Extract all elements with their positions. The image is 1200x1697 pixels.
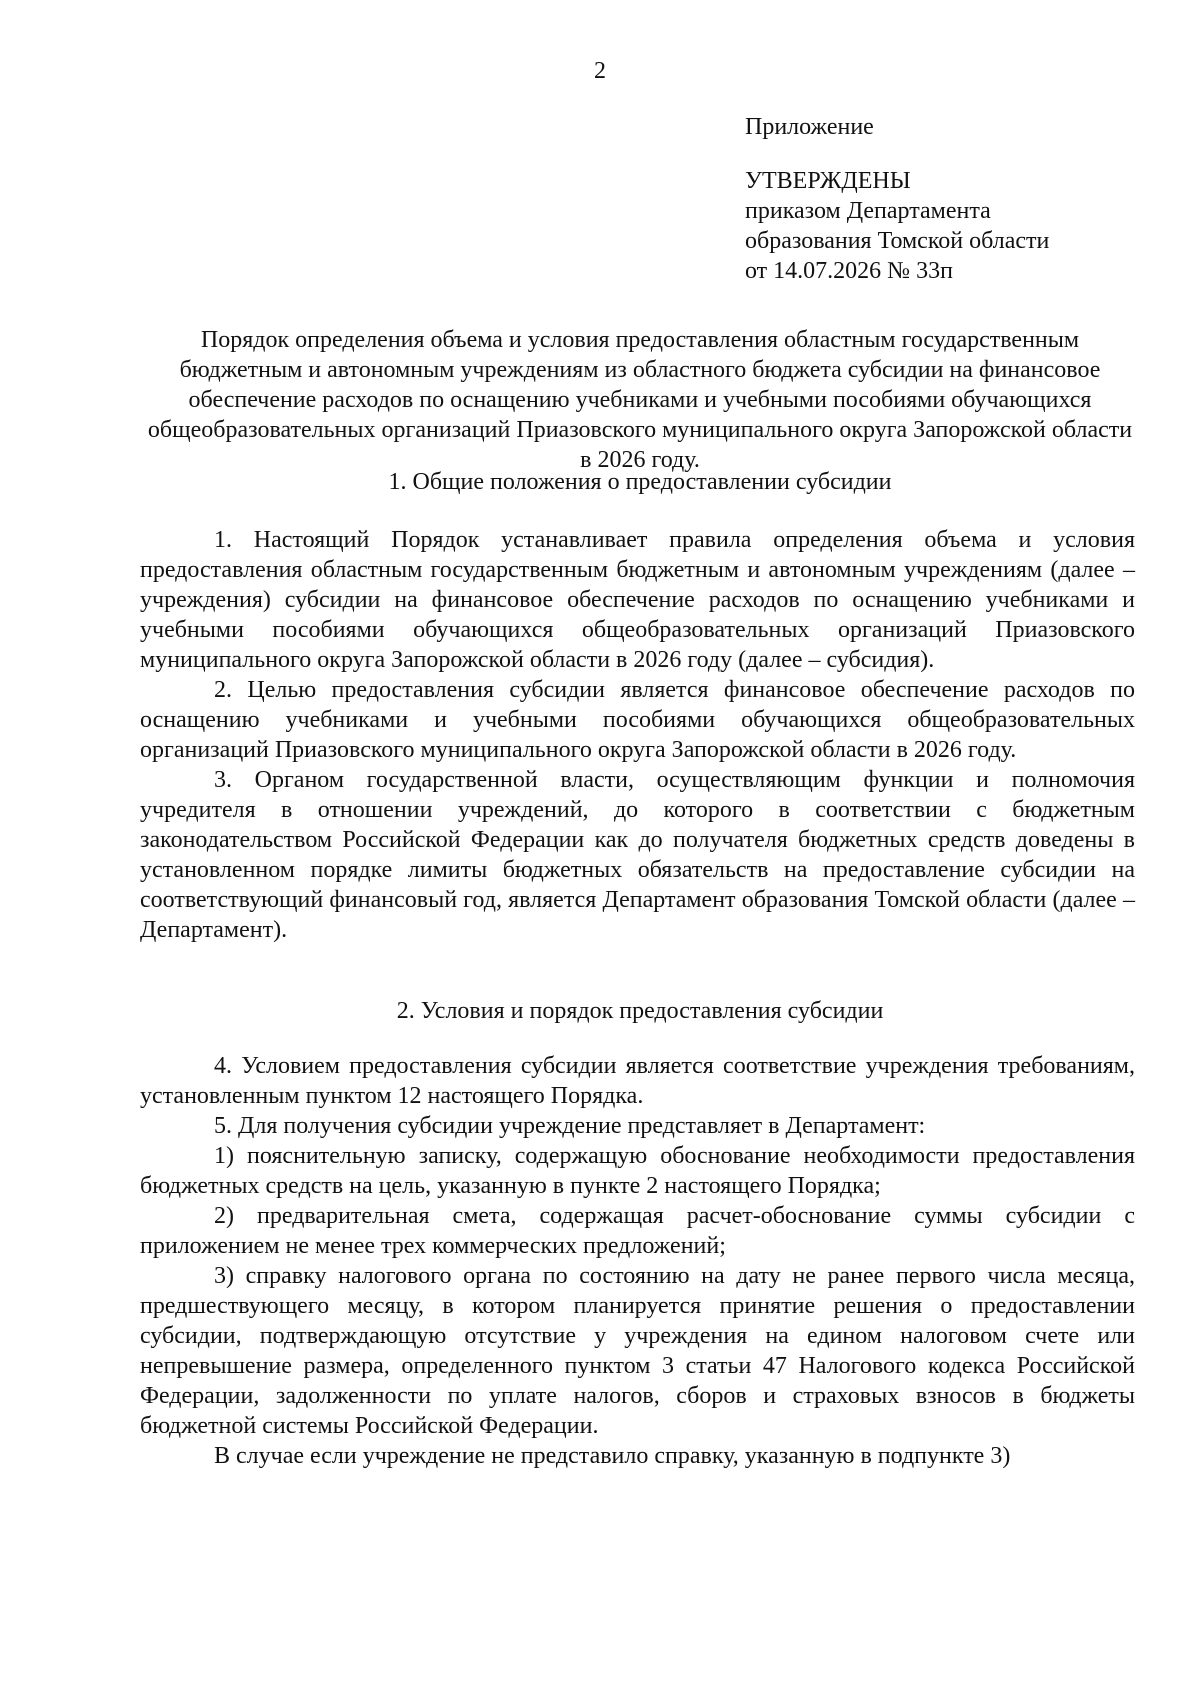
section-1-heading: 1. Общие положения о предоставлении субсидии (388, 469, 892, 495)
paragraph-5-item-1: 1) пояснительную записку, содержащую обоснование необходимости предоставления бюджетных средств на цель, указанную в пункте 2 настоящего Порядка; (140, 1143, 1135, 1199)
approval-department-line: образования Томской области (745, 228, 1050, 254)
document-title: Порядок определения объема и условия предоставления областным государственным бюджетным и автономным учреждениям из областного бюджета субсидии на финансовое обеспечение расходов по оснащению учебниками и учебными пособиями обучающихся общеобразовательных организаций Приазовского муниципального округа Запорожской области в 2026 году. (147, 327, 1133, 473)
approved-label: УТВЕРЖДЕНЫ (745, 168, 911, 194)
appendix-label: Приложение (745, 114, 874, 140)
approval-order-line: приказом Департамента (745, 198, 991, 224)
paragraph-2: 2. Целью предоставления субсидии является финансовое обеспечение расходов по оснащению учебниками и учебными пособиями обучающихся общеобразовательных организаций Приазовского муниципального округа Запорожской области в 2026 году. (140, 677, 1135, 763)
paragraph-5: 5. Для получения субсидии учреждение представляет в Департамент: (214, 1113, 926, 1139)
section-1-body (140, 525, 1135, 945)
paragraph-3: 3. Органом государственной власти, осуществляющим функции и полномочия учредителя в отношении учреждений, до которого в соответствии с бюджетным законодательством Российской Федерации как до получателя бюджетных средств доведены в установленном порядке лимиты бюджетных обязательств на предоставление субсидии на соответствующий финансовый год, является Департамент образования Томской области (далее – Департамент). (140, 767, 1135, 943)
page-number: 2 (594, 58, 606, 84)
paragraph-5-item-2: 2) предварительная смета, содержащая расчет-обоснование суммы субсидии с приложением не менее трех коммерческих предложений; (140, 1203, 1135, 1259)
section-2-heading: 2. Условия и порядок предоставления субсидии (396, 998, 884, 1024)
paragraph-4: 4. Условием предоставления субсидии является соответствие учреждения требованиям, установленным пунктом 12 настоящего Порядка. (140, 1053, 1135, 1109)
section-2-body (140, 1051, 1135, 1471)
approval-date-number: от 14.07.2026 № 33п (745, 258, 953, 284)
paragraph-5-item-3: 3) справку налогового органа по состоянию на дату не ранее первого числа месяца, предшествующего месяцу, в котором планируется принятие решения о предоставлении субсидии, подтверждающую отсутствие у учреждения на едином налоговом счете или непревышение размера, определенного пунктом 3 статьи 47 Налогового кодекса Российской Федерации, задолженности по уплате налогов, сборов и страховых взносов в бюджеты бюджетной системы Российской Федерации. (140, 1263, 1135, 1439)
paragraph-1: 1. Настоящий Порядок устанавливает правила определения объема и условия предоставления областным государственным бюджетным и автономным учреждениям (далее – учреждения) субсидии на финансовое обеспечение расходов по оснащению учебниками и учебными пособиями обучающихся общеобразовательных организаций Приазовского муниципального округа Запорожской области в 2026 году (далее – субсидия). (140, 527, 1135, 673)
paragraph-5-note: В случае если учреждение не представило справку, указанную в подпункте 3) (214, 1443, 1011, 1469)
approval-block (745, 112, 1165, 286)
